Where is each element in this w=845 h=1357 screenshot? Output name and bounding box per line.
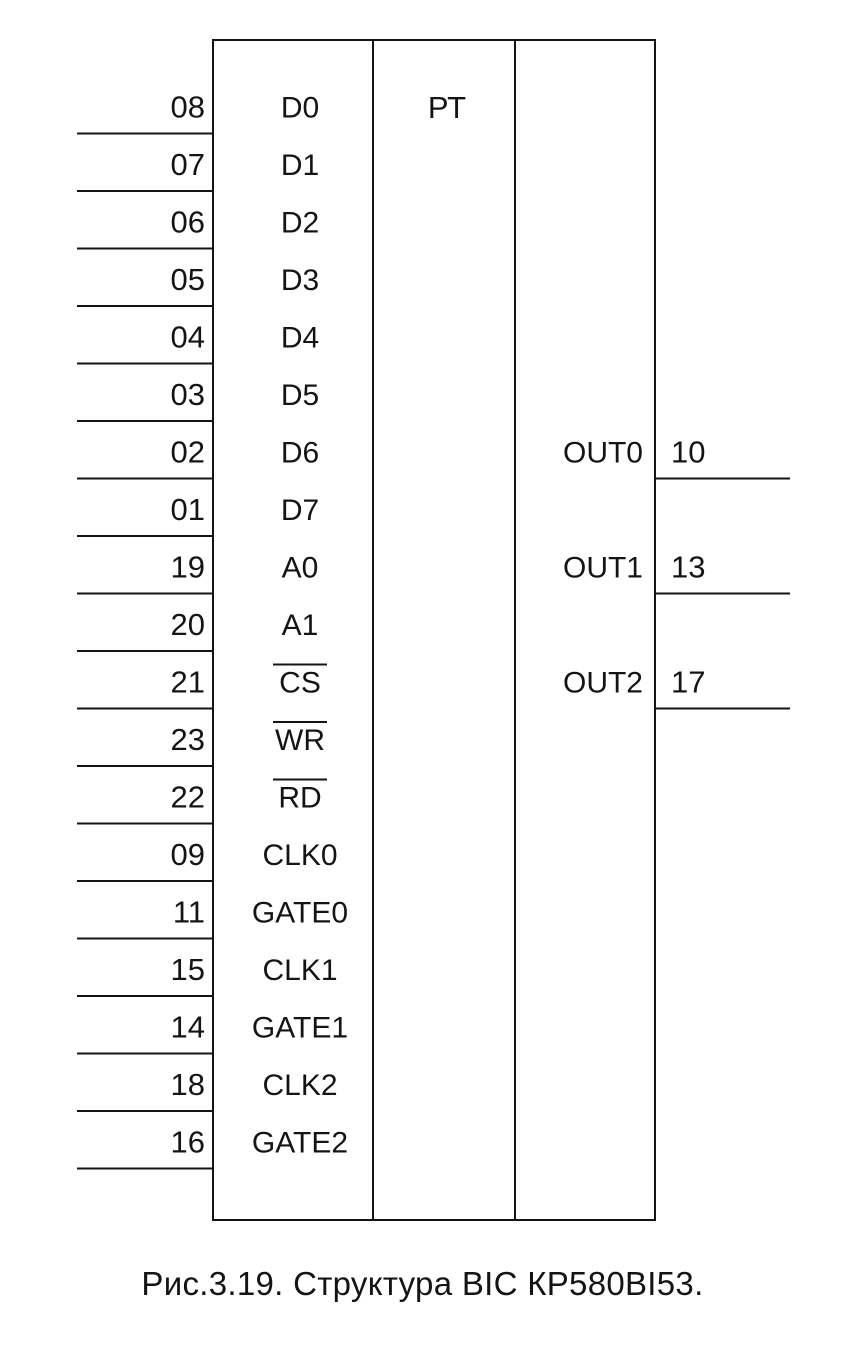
input-signal-name: D3	[280, 264, 320, 297]
output-pin-number: 10	[671, 434, 706, 470]
input-pin-number: 16	[170, 1124, 205, 1160]
input-signal-name: D5	[280, 379, 320, 412]
input-signal-name: D0	[280, 91, 320, 125]
input-signal-name: D7	[280, 494, 320, 527]
output-pin-number: 17	[671, 664, 706, 700]
input-signal-name: D2	[280, 206, 320, 240]
input-signal-name: A0	[281, 551, 319, 585]
input-pin-number: 04	[170, 319, 205, 355]
input-pin-number: 15	[170, 952, 205, 987]
input-pin-number: 11	[172, 894, 205, 930]
input-signal-name: D6	[280, 436, 320, 470]
output-signal-name: OUT2	[562, 666, 643, 700]
input-pin-number: 07	[170, 147, 205, 182]
output-signal-name: OUT1	[562, 551, 643, 585]
input-signal-name: CLK1	[262, 954, 338, 987]
input-signal-name: A1	[281, 609, 319, 642]
input-pin-number: 22	[170, 779, 205, 815]
input-signal-name: D4	[280, 321, 320, 355]
output-signal-name: OUT0	[562, 436, 643, 470]
input-signal-name: GATE0	[251, 896, 349, 930]
input-pin-number: 23	[170, 722, 205, 757]
input-pin-number: 01	[170, 492, 205, 527]
chip-label: РТ	[427, 90, 467, 125]
input-pin-number: 02	[170, 434, 205, 470]
input-pin-number: 18	[170, 1067, 205, 1102]
input-pin-number: 09	[170, 837, 205, 872]
output-pin-number: 13	[671, 549, 706, 585]
input-signal-name: CLK0	[262, 839, 338, 872]
input-signal-name: CLK2	[262, 1069, 338, 1102]
input-pin-number: 14	[170, 1009, 205, 1045]
figure-caption: Рис.3.19. Структура ВІС КР580ВІ53.	[141, 1265, 704, 1302]
output-pins	[563, 435, 790, 709]
input-signal-name: D1	[280, 149, 320, 182]
input-pin-number: 06	[170, 204, 205, 240]
input-pin-number: 21	[170, 664, 205, 700]
input-signal-name: CS	[279, 666, 321, 700]
input-pin-number: 19	[170, 549, 205, 585]
input-pin-number: 20	[170, 607, 205, 642]
input-signal-name: GATE1	[251, 1011, 349, 1045]
input-signal-name: RD	[278, 781, 322, 815]
input-pin-number: 08	[170, 89, 205, 125]
input-signal-name: GATE2	[251, 1126, 349, 1160]
input-pin-number: 03	[170, 377, 205, 412]
input-pin-number: 05	[170, 262, 205, 297]
input-signal-name: WR	[275, 724, 325, 757]
